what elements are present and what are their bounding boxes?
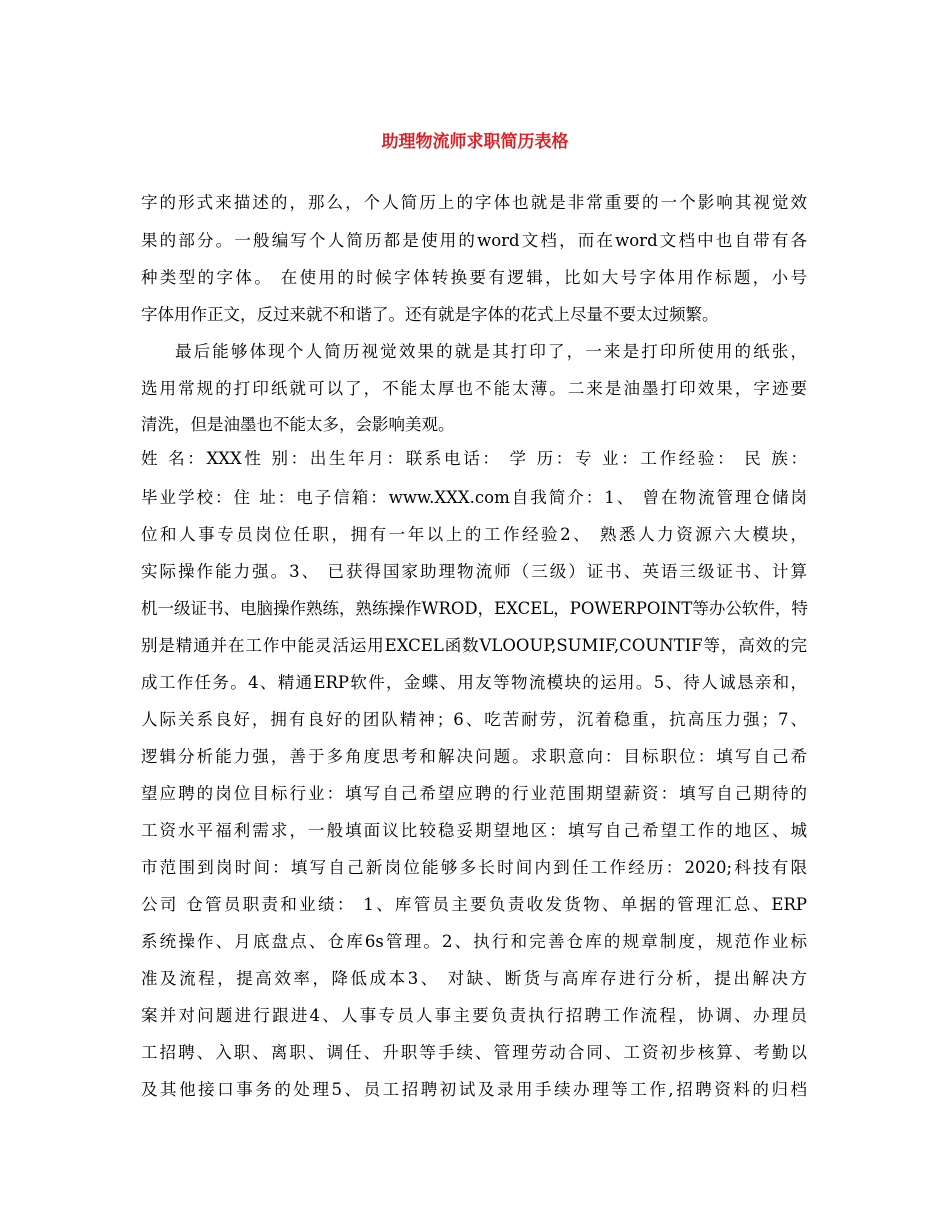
text-line: 逻辑分析能力强，善于多角度思考和解决问题。求职意向：目标职位：填写自己希 [141,747,807,766]
text-line: 人际关系良好，拥有良好的团队精神；6、吃苦耐劳，沉着稳重，抗高压力强；7、 [141,710,807,729]
text-line: 及其他接口事务的处理5、员工招聘初试及录用手续办理等工作,招聘资料的归档 [141,1080,807,1099]
text-line: 果的部分。一般编写个人简历都是使用的word文档，而在word文档中也自带有各 [141,231,807,250]
text-line: 字的形式来描述的，那么，个人简历上的字体也就是非常重要的一个影响其视觉效 [141,193,807,212]
text-line: 案并对问题进行跟进4、人事专员人事主要负责执行招聘工作流程，协调、办理员 [141,1006,807,1025]
text-line: 位和人事专员岗位任职，拥有一年以上的工作经验2、 熟悉人力资源六大模块， [141,525,807,544]
text-line: 工资水平福利需求，一般填面议比较稳妥期望地区：填写自己希望工作的地区、城 [141,821,807,840]
text-line: 选用常规的打印纸就可以了，不能太厚也不能太薄。二来是油墨打印效果，字迹要 [141,379,807,398]
text-line: 望应聘的岗位目标行业：填写自己希望应聘的行业范围期望薪资：填写自己期待的 [141,784,807,803]
text-line: 准及流程，提高效率，降低成本3、 对缺、断货与高库存进行分析，提出解决方 [141,969,807,988]
text-line: 姓 名：XXX性 别：出生年月：联系电话： 学 历：专 业：工作经验： 民 族： [141,449,807,468]
text-line: 实际操作能力强。3、 已获得国家助理物流师（三级）证书、英语三级证书、计算 [141,562,807,581]
text-line: 别是精通并在工作中能灵活运用EXCEL函数VLOOUP,SUMIF,COUNTIF等，高效的完 [141,636,807,655]
text-line: 毕业学校：住 址：电子信箱：www.XXX.com自我简介：1、 曾在物流管理仓储岗 [141,488,807,507]
text-line: 成工作任务。4、精通ERP软件，金蝶、用友等物流模块的运用。5、待人诚恳亲和， [141,673,807,692]
text-line: 清洗，但是油墨也不能太多，会影响美观。 [141,415,455,434]
text-line: 市范围到岗时间：填写自己新岗位能够多长时间内到任工作经历：2020;科技有限 [141,858,807,877]
text-line: 机一级证书、电脑操作熟练，熟练操作WROD，EXCEL，POWERPOINT等办公软件，特 [141,599,808,618]
text-line: 公司 仓管员职责和业绩： 1、库管员主要负责收发货物、单据的管理汇总、ERP [141,895,807,914]
text-line: 字体用作正文，反过来就不和谐了。还有就是字体的花式上尽量不要太过频繁。 [141,305,719,324]
document-title: 助理物流师求职简历表格 [381,132,569,152]
text-line: 种类型的字体。 在使用的时候字体转换要有逻辑，比如大号字体用作标题，小号 [141,268,807,287]
text-line: 工招聘、入职、离职、调任、升职等手续、管理劳动合同、工资初步核算、考勤以 [141,1043,807,1062]
text-line: 系统操作、月底盘点、仓库6s管理。2、执行和完善仓库的规章制度，规范作业标 [141,932,807,951]
text-line: 最后能够体现个人简历视觉效果的就是其打印了，一来是打印所使用的纸张， [175,342,807,361]
